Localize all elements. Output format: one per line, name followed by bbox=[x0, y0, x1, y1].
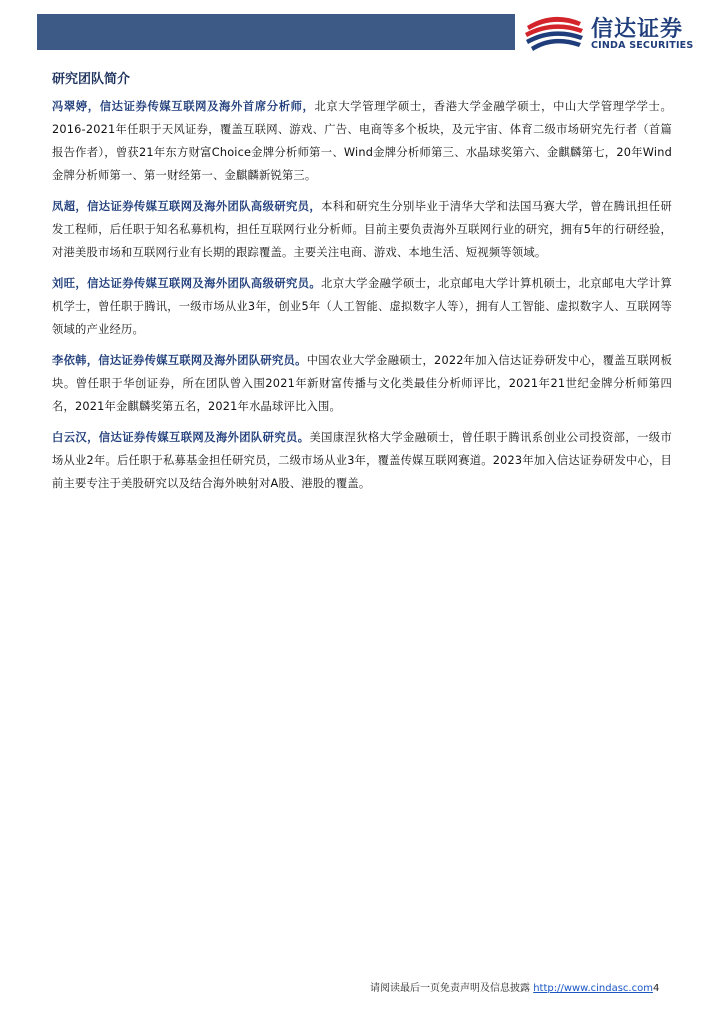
website-link[interactable]: http://www.cindasc.com bbox=[533, 983, 653, 994]
member-paragraph bbox=[52, 195, 672, 264]
member-bio: 本科和研究生分别毕业于清华大学和法国马赛大学，曾在腾讯担任研发工程师，后任职于知名私募机构，担任互联网行业分析师。目前主要负责海外互联网行业的研究，拥有5年的行研经验，对港美股市场和互联网行业有长期的跟踪覆盖。主要关注电商、游戏、本地生活、短视频等领域。 bbox=[52, 200, 672, 259]
member-paragraph bbox=[52, 349, 672, 418]
member-title: 凤超，信达证券传媒互联网及海外团队高级研究员， bbox=[52, 200, 322, 213]
member-title: 冯翠婷，信达证券传媒互联网及海外首席分析师， bbox=[52, 100, 315, 113]
member-bio: 美国康涅狄格大学金融硕士，曾任职于腾讯系创业公司投资部，一级市场从业2年。后任职于私募基金担任研究员，二级市场从业3年，覆盖传媒互联网赛道。2023年加入信达证券研发中心，目前主要专注于美股研究以及结合海外映射对A股、港股的覆盖。 bbox=[52, 431, 672, 490]
member-title: 白云汉，信达证券传媒互联网及海外团队研究员。 bbox=[52, 431, 310, 444]
company-logo bbox=[523, 12, 703, 56]
logo-chinese-name: 信达证券 bbox=[591, 17, 684, 42]
member-bio: 北京大学管理学硕士，香港大学金融学硕士，中山大学管理学学士。2016-2021年任职于天风证券，覆盖互联网、游戏、广告、电商等多个板块，及元宇宙、体育二级市场研究先行者（首篇报告作者），曾获21年东方财富Choice金牌分析师第一、Wind金牌分析师第三、水晶球奖第六、金麒麟第七，20年Wind金牌分析师第一、第一财经第一、金麒麟新锐第三。 bbox=[52, 100, 672, 182]
member-title: 刘旺，信达证券传媒互联网及海外团队高级研究员。 bbox=[52, 277, 322, 290]
member-title: 李依韩，信达证券传媒互联网及海外团队研究员。 bbox=[52, 354, 307, 367]
member-bio: 北京大学金融学硕士，北京邮电大学计算机硕士，北京邮电大学计算机学士，曾任职于腾讯，一级市场从业3年，创业5年（人工智能、虚拟数字人等），拥有人工智能、虚拟数字人、互联网等领域的产业经历。 bbox=[52, 277, 672, 336]
page-footer bbox=[370, 979, 659, 994]
member-paragraph bbox=[52, 272, 672, 341]
team-intro-list bbox=[52, 95, 672, 497]
member-paragraph bbox=[52, 95, 672, 187]
header-bar bbox=[37, 14, 515, 50]
member-paragraph bbox=[52, 426, 672, 495]
page-number: 4 bbox=[652, 983, 660, 994]
logo-english-name: CINDA SECURITIES bbox=[591, 40, 694, 51]
cinda-logo-icon bbox=[523, 12, 585, 54]
disclaimer-text: 请阅读最后一页免责声明及信息披露 bbox=[370, 983, 534, 994]
member-bio: 中国农业大学金融硕士，2022年加入信达证券研发中心，覆盖互联网板块。曾任职于华创证券，所在团队曾入围2021年新财富传播与文化类最佳分析师评比，2021年21世纪金牌分析师第四名，2021年金麒麟奖第五名，2021年水晶球评比入围。 bbox=[52, 354, 672, 413]
section-title: 研究团队简介 bbox=[52, 72, 131, 87]
